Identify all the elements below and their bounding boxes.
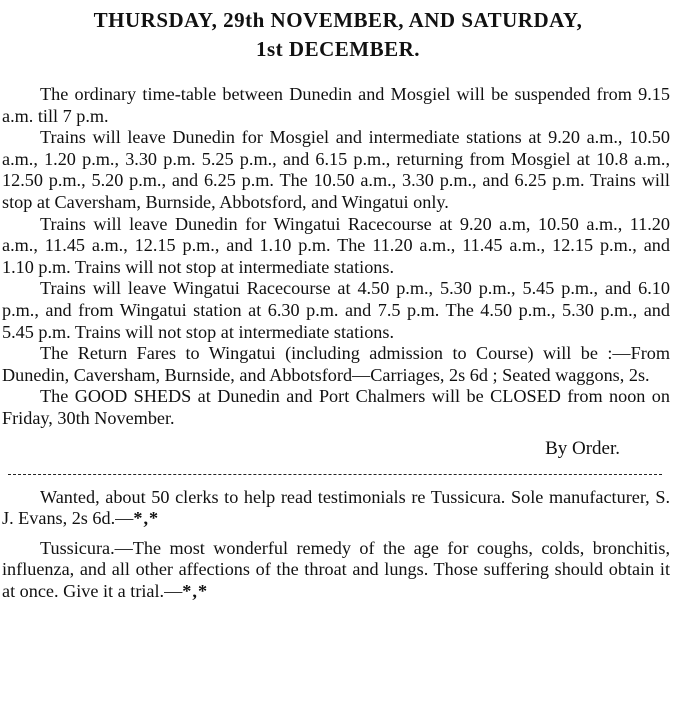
notice-heading bbox=[0, 0, 676, 64]
column-divider bbox=[8, 474, 662, 475]
notice-paragraph: Trains will leave Wingatui Racecourse at 4.50 p.m., 5.30 p.m., 5.45 p.m., and 6.10 p.m., and from Wingatui station at 6.30 p.m. and 7.5 p.m. The 4.50 p.m., 5.30 p.m., and 5.45 p.m. Trains will not stop at intermediate stations. bbox=[2, 278, 670, 342]
notice-paragraph: Trains will leave Dunedin for Mosgiel and intermediate stations at 9.20 a.m., 10.50 a.m., 1.20 p.m., 3.30 p.m. 5.25 p.m., and 6.15 p.m., returning from Mosgiel at 10.8 a.m., 12.50 p.m., 5.20 p.m., and 6.25 p.m. The 10.50 a.m., 3.30 p.m., and 6.25 p.m. Trains will stop at Caversham, Burnside, Abbotsford, and Wingatui only. bbox=[2, 127, 670, 212]
notice-signoff: By Order. bbox=[545, 437, 620, 459]
notice-paragraph: The Return Fares to Wingatui (including admission to Course) will be :—From Dunedin, Caversham, Burnside, and Abbotsford—Carriages, 2s 6d ; Seated waggons, 2s. bbox=[2, 343, 670, 385]
notice-paragraph: The GOOD SHEDS at Dunedin and Port Chalmers will be CLOSED from noon on Friday, 30th November. bbox=[2, 386, 670, 428]
heading-line-2: 1st DECEMBER. bbox=[255, 37, 420, 61]
heading-line-1: THURSDAY, 29th NOVEMBER, AND SATURDAY, bbox=[93, 8, 583, 32]
asterism: *,* bbox=[182, 580, 209, 601]
notice-paragraph: The ordinary time-table between Dunedin and Mosgiel will be suspended from 9.15 a.m. till 7 p.m. bbox=[2, 84, 670, 126]
asterism: *,* bbox=[133, 508, 160, 529]
advertisement-paragraph bbox=[2, 538, 670, 603]
notice-paragraph: Trains will leave Dunedin for Wingatui Racecourse at 9.20 a.m, 10.50 a.m., 11.20 a.m., 11.45 a.m., 12.15 p.m., and 1.10 p.m. The 11.20 a.m., 11.45 a.m., 12.15 p.m., and 1.10 p.m. Trains will not stop at intermediate stations. bbox=[2, 213, 670, 277]
ad-text: Wanted, about 50 clerks to help read testimonials re Tussicura. Sole manufacturer, S. J. Evans, 2s 6d.— bbox=[2, 486, 670, 529]
notice-body bbox=[0, 84, 676, 602]
advertisement-paragraph bbox=[2, 487, 670, 530]
ad-text: Tussicura.—The most wonderful remedy of the age for coughs, colds, bronchitis, influenza, and all other affections of the throat and lungs. Those suffering should obtain it at once. Give it a trial.— bbox=[2, 537, 670, 601]
